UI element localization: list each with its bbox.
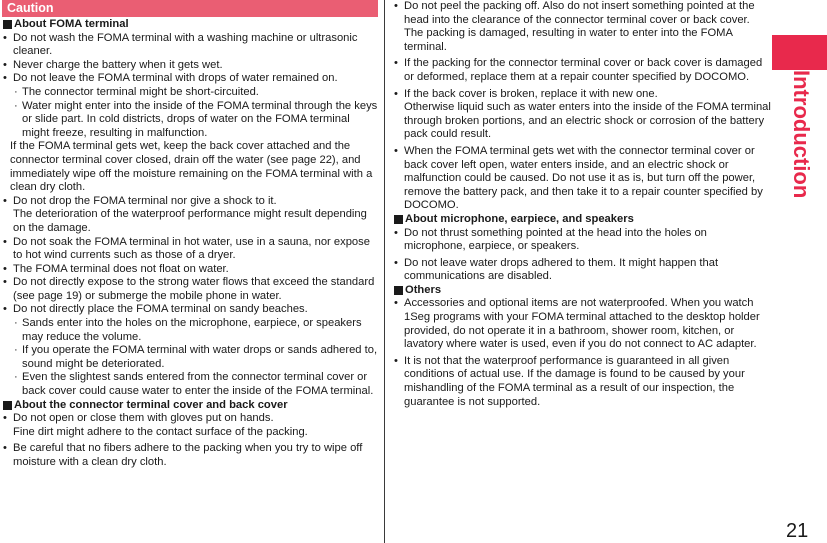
- bullet-item: • Do not leave the FOMA terminal with drops of water remained on.: [2, 72, 378, 86]
- sub-item: · The connector terminal might be short-circuited.: [2, 86, 378, 100]
- right-column: [393, 0, 771, 409]
- bullet-item: • The FOMA terminal does not float on water.: [2, 263, 378, 277]
- sub-item: · Sands enter into the holes on the microphone, earpiece, or speakers may reduce the volume.: [2, 317, 378, 344]
- bullet-item: • When the FOMA terminal gets wet with the connector terminal cover or back cover left open, water enters inside, and an electric shock or malfunction could be caused. Do not use it as is, but turn off the power, remove the battery pack, and then take it to a repair counter specified by DOCOMO.: [393, 145, 771, 213]
- bullet-item: • Do not soak the FOMA terminal in hot water, use in a sauna, nor expose to hot wind currents such as those of a dryer.: [2, 236, 378, 263]
- section-heading-microphone: About microphone, earpiece, and speakers: [393, 213, 771, 227]
- bullet-item: • Do not wash the FOMA terminal with a washing machine or ultrasonic cleaner.: [2, 32, 378, 59]
- sub-item: · Even the slightest sands entered from the connector terminal cover or back cover could cause water to enter the inside of the FOMA terminal.: [2, 371, 378, 398]
- section-heading-foma-terminal: About FOMA terminal: [2, 18, 378, 32]
- section-heading-covers: About the connector terminal cover and back cover: [2, 399, 378, 413]
- bullet-item: • It is not that the waterproof performance is guaranteed in all given conditions of actual use. If the damage is found to be caused by your mishandling of the FOMA terminal as a result of our inspection, the guarantee is not supported.: [393, 355, 771, 409]
- bullet-item: • Do not directly expose to the strong water flows that exceed the standard (see page 19) or submerge the mobile phone in water.: [2, 276, 378, 303]
- bullet-continuation: Fine dirt might adhere to the contact surface of the packing.: [13, 425, 308, 438]
- section-heading-others: Others: [393, 284, 771, 298]
- bullet-item: • Accessories and optional items are not waterproofed. When you watch 1Seg programs with your FOMA terminal attached to the desktop holder provided, do not operate it in a bathroom, shower room, kitchen, or lavatory where water is used, even if you do not connect to AC adapter.: [393, 297, 771, 351]
- bullet-item: • Do not thrust something pointed at the head into the holes on microphone, earpiece, or speakers.: [393, 227, 771, 254]
- bullet-continuation: The packing is damaged, resulting in water to enter into the FOMA terminal.: [404, 27, 733, 53]
- column-divider: [384, 0, 385, 543]
- left-column: [2, 0, 378, 470]
- bullet-item: • Do not directly place the FOMA terminal on sandy beaches.: [2, 303, 378, 317]
- page-number: 21: [786, 520, 809, 542]
- bullet-item: • Never charge the battery when it gets wet.: [2, 59, 378, 73]
- bullet-continuation: The deterioration of the waterproof performance might result depending on the damage.: [13, 208, 367, 234]
- chapter-tab-marker: [772, 35, 827, 70]
- bullet-continuation: Otherwise liquid such as water enters into the inside of the FOMA terminal through broken portions, and an electric shock or corrosion of the battery pack could result.: [404, 101, 771, 141]
- chapter-label: Introduction: [789, 70, 814, 199]
- sub-item: · If you operate the FOMA terminal with water drops or sands adhered to, sound might be deteriorated.: [2, 344, 378, 371]
- bullet-item: • Be careful that no fibers adhere to the packing when you try to wipe off moisture with a clean dry cloth.: [2, 442, 378, 469]
- bullet-item: • Do not peel the packing off. Also do not insert something pointed at the head into the clearance of the connector terminal cover or back cover.: [393, 0, 771, 27]
- bullet-item: • Do not leave water drops adhered to them. It might happen that communications are disabled.: [393, 257, 771, 284]
- caution-header: Caution: [2, 0, 378, 17]
- sub-item: · Water might enter into the inside of the FOMA terminal through the keys or slide part. In cold districts, drops of water on the FOMA terminal might freeze, resulting in malfunction.: [2, 100, 378, 141]
- bullet-item: • If the back cover is broken, replace it with new one.: [393, 88, 771, 102]
- bullet-item: • Do not drop the FOMA terminal nor give a shock to it.: [2, 195, 378, 209]
- bullet-item: • Do not open or close them with gloves put on hands.: [2, 412, 378, 426]
- bullet-item: • If the packing for the connector terminal cover or back cover is damaged or deformed, replace them at a repair counter specified by DOCOMO.: [393, 57, 771, 84]
- note-text: If the FOMA terminal gets wet, keep the back cover attached and the connector terminal cover closed, drain off the water (see page 22), and immediately wipe off the moisture remaining on the FOMA terminal with a clean dry cloth.: [10, 140, 373, 194]
